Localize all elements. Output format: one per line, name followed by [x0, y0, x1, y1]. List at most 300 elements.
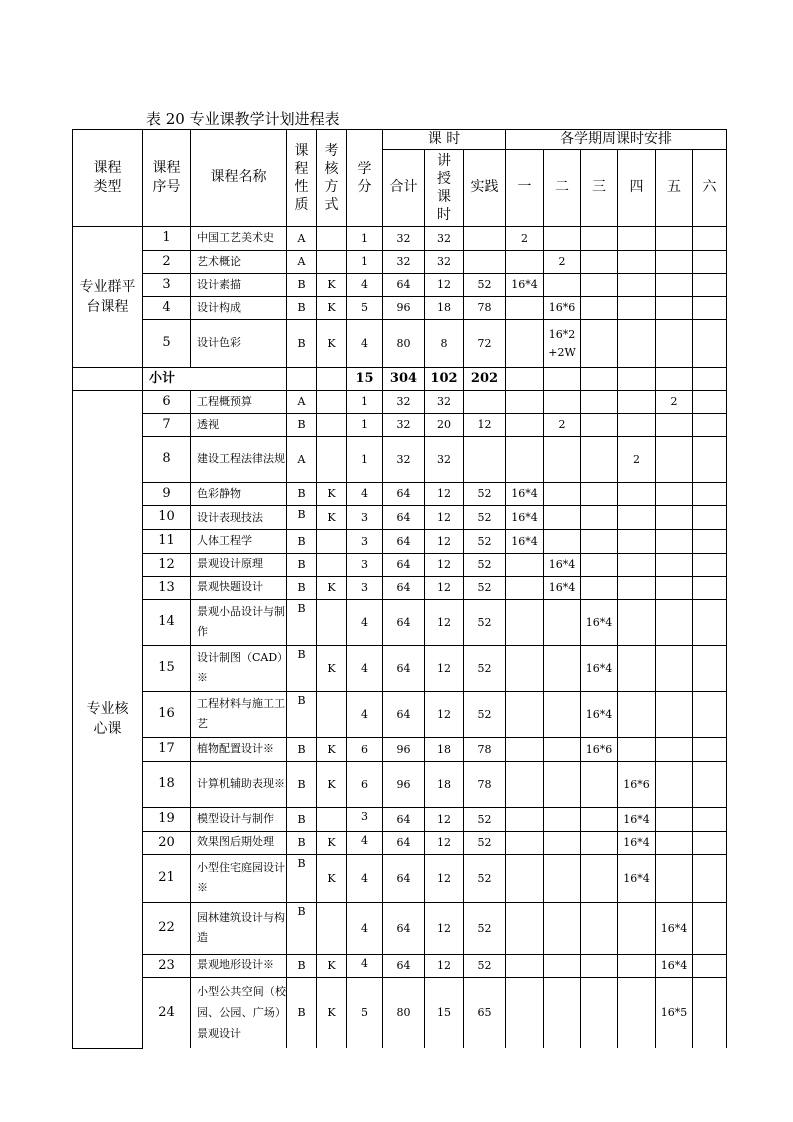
- cell-s3: [581, 297, 618, 320]
- cell-practice: 52: [464, 854, 506, 902]
- cell-nature: B: [287, 506, 317, 530]
- cell-name: 设计表现技法: [191, 506, 287, 530]
- cell-name: 透视: [191, 414, 287, 437]
- cell-s3: [581, 320, 618, 368]
- cell-name: 建设工程法律法规: [191, 437, 287, 483]
- cell-total: 64: [383, 691, 425, 737]
- cell-lecture: 18: [425, 737, 464, 761]
- cell-s5: 16*4: [656, 954, 693, 977]
- cell-lecture: 8: [425, 320, 464, 368]
- cell-nature: B: [287, 902, 317, 954]
- cell-s4: [618, 902, 656, 954]
- cell-credit: 1: [347, 251, 383, 274]
- cell-s1: [506, 761, 544, 807]
- cell-s2-text: 16*2+2W: [548, 327, 576, 359]
- subtotal-practice: 202: [464, 368, 506, 391]
- cell-total: 96: [383, 761, 425, 807]
- table-row: [73, 576, 727, 599]
- table-row: [73, 251, 727, 274]
- cell-s3: [581, 807, 618, 831]
- header-credit: [347, 130, 383, 227]
- table-row: [73, 506, 727, 530]
- cell-name: 人体工程学: [191, 529, 287, 553]
- cell-credit: 4: [347, 831, 383, 854]
- subtotal-lecture: 102: [425, 368, 464, 391]
- cell-nature: A: [287, 251, 317, 274]
- cell-no: 4: [143, 297, 191, 320]
- cell-nature: B: [287, 274, 317, 297]
- cell-s4: [618, 506, 656, 530]
- cell-practice: 52: [464, 599, 506, 645]
- cell-practice: 52: [464, 645, 506, 691]
- cell-s4: [618, 576, 656, 599]
- cell-exam: [317, 691, 347, 737]
- cell-s1: [506, 831, 544, 854]
- cell-lecture: 12: [425, 831, 464, 854]
- header-course-type: [73, 130, 143, 227]
- table-row: [73, 320, 727, 368]
- cell-total: 32: [383, 227, 425, 251]
- cell-s4: [618, 483, 656, 506]
- cell-name: 工程概预算: [191, 391, 287, 414]
- cell-total: 96: [383, 737, 425, 761]
- cell-practice: 52: [464, 274, 506, 297]
- cell-s6: [693, 954, 727, 977]
- cell-nature: B: [287, 691, 317, 737]
- table-row: [73, 483, 727, 506]
- cell-exam: K: [317, 645, 347, 691]
- cell-s4: [618, 737, 656, 761]
- table-row: [73, 902, 727, 954]
- table-row: [73, 691, 727, 737]
- cell-s3: 16*4: [581, 645, 618, 691]
- table-row: [73, 599, 727, 645]
- cell-nature: B: [287, 854, 317, 902]
- cell-s2: [544, 854, 581, 902]
- cell-s5: [656, 576, 693, 599]
- cell-nature: B: [287, 807, 317, 831]
- cell-s4: [618, 320, 656, 368]
- cell-s6: [693, 977, 727, 1048]
- cell-s4: [618, 414, 656, 437]
- cell-nature: A: [287, 391, 317, 414]
- cell-exam: K: [317, 954, 347, 977]
- cell-s6: [693, 854, 727, 902]
- cell-no: 17: [143, 737, 191, 761]
- cell-nature: B: [287, 831, 317, 854]
- cell-name: 园林建筑设计与构造: [191, 902, 287, 954]
- header-semester-2: 二: [544, 150, 581, 227]
- cell-s5: [656, 414, 693, 437]
- cell-s5: 16*4: [656, 902, 693, 954]
- cell-nature: B: [287, 599, 317, 645]
- cell-total: 96: [383, 297, 425, 320]
- table-row: [73, 645, 727, 691]
- cell-practice: [464, 437, 506, 483]
- cell-credit: 1: [347, 227, 383, 251]
- cell-name: 艺术概论: [191, 251, 287, 274]
- cell-credit: 3: [347, 807, 383, 831]
- cell-name: 色彩静物: [191, 483, 287, 506]
- table-row: [73, 553, 727, 576]
- cell-s1: 16*4: [506, 483, 544, 506]
- cell-exam: K: [317, 297, 347, 320]
- cell-s3: [581, 529, 618, 553]
- cell-name: 设计素描: [191, 274, 287, 297]
- cell-credit: 4: [347, 954, 383, 977]
- cell-practice: 52: [464, 506, 506, 530]
- cell-s2: 16*4: [544, 576, 581, 599]
- cell-s3: [581, 761, 618, 807]
- cell-s2: [544, 645, 581, 691]
- cell-s6: [693, 391, 727, 414]
- cell-s5: [656, 251, 693, 274]
- cell-s5: [656, 368, 693, 391]
- group-core-text: 专业核心课: [86, 701, 129, 738]
- cell-s1: [506, 391, 544, 414]
- cell-exam: [317, 529, 347, 553]
- header-practice: 实践: [464, 150, 506, 227]
- group-platform-text: 专业群平台课程: [79, 278, 136, 315]
- cell-practice: 78: [464, 297, 506, 320]
- table-row: [73, 954, 727, 977]
- cell-nature: A: [287, 227, 317, 251]
- cell-s2: [544, 807, 581, 831]
- cell-total: 64: [383, 902, 425, 954]
- cell-name: 设计构成: [191, 297, 287, 320]
- cell-name: 景观小品设计与制作: [191, 599, 287, 645]
- cell-no: 12: [143, 553, 191, 576]
- cell-exam: [317, 807, 347, 831]
- cell-s6: [693, 902, 727, 954]
- cell-lecture: 12: [425, 553, 464, 576]
- cell-s3: [581, 274, 618, 297]
- table-row: [73, 274, 727, 297]
- cell-s6: [693, 691, 727, 737]
- cell-s5: [656, 645, 693, 691]
- header-semester-1: 一: [506, 150, 544, 227]
- cell-s5: [656, 506, 693, 530]
- cell-no: 7: [143, 414, 191, 437]
- cell-s3: [581, 227, 618, 251]
- cell-practice: 52: [464, 576, 506, 599]
- cell-s2: [544, 977, 581, 1048]
- cell-s4: [618, 599, 656, 645]
- cell-no: 3: [143, 274, 191, 297]
- cell-no: 5: [143, 320, 191, 368]
- cell-s4: [618, 391, 656, 414]
- header-semester-3: 三: [581, 150, 618, 227]
- cell-s4: [618, 645, 656, 691]
- cell-s4: [618, 251, 656, 274]
- cell-s4: [618, 368, 656, 391]
- cell-name: 设计色彩: [191, 320, 287, 368]
- header-course-no: [143, 130, 191, 227]
- cell-s2: [544, 954, 581, 977]
- cell-s3: [581, 483, 618, 506]
- cell-lecture: 12: [425, 599, 464, 645]
- cell-total: 64: [383, 274, 425, 297]
- cell-practice: [464, 227, 506, 251]
- cell-s6: [693, 737, 727, 761]
- cell-s6: [693, 437, 727, 483]
- cell-no: 21: [143, 854, 191, 902]
- header-lecture-text: 讲授课时: [437, 152, 451, 224]
- cell-name: 中国工艺美术史: [191, 227, 287, 251]
- cell-nature: B: [287, 977, 317, 1048]
- cell-name: 计算机辅助表现※: [191, 761, 287, 807]
- cell-no: 13: [143, 576, 191, 599]
- cell-s6: [693, 297, 727, 320]
- cell-lecture: 12: [425, 506, 464, 530]
- cell-s1: [506, 902, 544, 954]
- cell-lecture: 12: [425, 807, 464, 831]
- cell-s6: [693, 483, 727, 506]
- cell-credit: 6: [347, 737, 383, 761]
- cell-exam: [317, 227, 347, 251]
- cell-s3: [581, 251, 618, 274]
- cell-lecture: 12: [425, 902, 464, 954]
- table-row: [73, 737, 727, 761]
- cell-no: 8: [143, 437, 191, 483]
- header-schedule: 各学期周课时安排: [506, 130, 727, 150]
- cell-exam: K: [317, 761, 347, 807]
- cell-no: 15: [143, 645, 191, 691]
- cell-s2: 2: [544, 414, 581, 437]
- cell-s6: [693, 506, 727, 530]
- cell-total: 64: [383, 807, 425, 831]
- cell-total: 64: [383, 506, 425, 530]
- group-platform: [73, 227, 143, 368]
- cell-exam: K: [317, 854, 347, 902]
- cell-s3: [581, 902, 618, 954]
- cell-lecture: 20: [425, 414, 464, 437]
- cell-s2: [544, 902, 581, 954]
- cell-s1: [506, 320, 544, 368]
- cell-total: 64: [383, 854, 425, 902]
- cell-s1: 16*4: [506, 506, 544, 530]
- cell-practice: 52: [464, 831, 506, 854]
- cell-name: 小型公共空间（校园、公园、广场）景观设计: [191, 977, 287, 1048]
- cell-name: 工程材料与施工工艺: [191, 691, 287, 737]
- cell-practice: 12: [464, 414, 506, 437]
- cell-s3: 16*4: [581, 599, 618, 645]
- cell-credit: 1: [347, 414, 383, 437]
- cell-name: 植物配置设计※: [191, 737, 287, 761]
- cell-lecture: 12: [425, 274, 464, 297]
- cell-s6: [693, 599, 727, 645]
- cell-credit: 4: [347, 645, 383, 691]
- cell-nature: B: [287, 320, 317, 368]
- cell-no: 23: [143, 954, 191, 977]
- cell-s6: [693, 761, 727, 807]
- cell-s3: [581, 391, 618, 414]
- cell-s5: 16*5: [656, 977, 693, 1048]
- cell-exam: K: [317, 506, 347, 530]
- cell-s2: 2: [544, 251, 581, 274]
- cell-s2: [544, 227, 581, 251]
- cell-credit: 6: [347, 761, 383, 807]
- table-row: [73, 807, 727, 831]
- cell-s3: [581, 553, 618, 576]
- cell-s1: 2: [506, 227, 544, 251]
- table-row: [73, 391, 727, 414]
- cell-lecture: 15: [425, 977, 464, 1048]
- cell-s5: [656, 599, 693, 645]
- cell-s1: 16*4: [506, 529, 544, 553]
- cell-practice: [464, 391, 506, 414]
- cell-nature: B: [287, 553, 317, 576]
- cell-credit: 4: [347, 854, 383, 902]
- cell-exam: K: [317, 831, 347, 854]
- cell-s3: [581, 854, 618, 902]
- cell-s4: 16*4: [618, 807, 656, 831]
- cell-s1: [506, 954, 544, 977]
- cell-total: 64: [383, 529, 425, 553]
- table-row: [73, 854, 727, 902]
- cell-s3: [581, 506, 618, 530]
- cell-s2: [544, 483, 581, 506]
- subtotal-nature: [287, 368, 317, 391]
- cell-nature: B: [287, 761, 317, 807]
- cell-nature: B: [287, 737, 317, 761]
- cell-s3: 16*4: [581, 691, 618, 737]
- cell-lecture: 32: [425, 437, 464, 483]
- cell-s1: [506, 437, 544, 483]
- cell-total: 80: [383, 977, 425, 1048]
- cell-total: 64: [383, 553, 425, 576]
- cell-lecture: 18: [425, 761, 464, 807]
- cell-s6: [693, 807, 727, 831]
- cell-s3: [581, 368, 618, 391]
- cell-s1: [506, 297, 544, 320]
- cell-lecture: 32: [425, 251, 464, 274]
- cell-practice: 65: [464, 977, 506, 1048]
- curriculum-table: [72, 129, 727, 1049]
- cell-practice: 52: [464, 954, 506, 977]
- cell-s1: [506, 691, 544, 737]
- cell-s6: [693, 645, 727, 691]
- cell-no: 6: [143, 391, 191, 414]
- table-row: [73, 297, 727, 320]
- cell-s1: [506, 576, 544, 599]
- table-body: [73, 227, 727, 1049]
- cell-no: 10: [143, 506, 191, 530]
- cell-s5: [656, 483, 693, 506]
- cell-total: 64: [383, 483, 425, 506]
- cell-s1: [506, 368, 544, 391]
- cell-s2: [544, 691, 581, 737]
- cell-lecture: 12: [425, 529, 464, 553]
- header-semester-6: 六: [693, 150, 727, 227]
- cell-s5: [656, 227, 693, 251]
- cell-s1: [506, 737, 544, 761]
- table-row: [73, 529, 727, 553]
- cell-s4: 16*4: [618, 854, 656, 902]
- table-row: [73, 414, 727, 437]
- cell-lecture: 12: [425, 954, 464, 977]
- cell-s6: [693, 414, 727, 437]
- cell-name: 景观地形设计※: [191, 954, 287, 977]
- cell-practice: 52: [464, 902, 506, 954]
- cell-credit: 5: [347, 297, 383, 320]
- cell-s5: [656, 761, 693, 807]
- cell-s1: [506, 977, 544, 1048]
- cell-lecture: 12: [425, 576, 464, 599]
- cell-s1: [506, 599, 544, 645]
- cell-s3: [581, 831, 618, 854]
- subtotal-row: [73, 368, 727, 391]
- cell-s1: [506, 854, 544, 902]
- cell-exam: [317, 391, 347, 414]
- cell-credit: 1: [347, 391, 383, 414]
- cell-total: 64: [383, 576, 425, 599]
- cell-s5: [656, 529, 693, 553]
- cell-practice: 72: [464, 320, 506, 368]
- cell-lecture: 32: [425, 227, 464, 251]
- cell-lecture: 12: [425, 854, 464, 902]
- cell-s4: [618, 274, 656, 297]
- cell-s6: [693, 368, 727, 391]
- cell-lecture: 18: [425, 297, 464, 320]
- cell-s2: [544, 506, 581, 530]
- cell-credit: 3: [347, 506, 383, 530]
- cell-s5: [656, 691, 693, 737]
- header-course-name: 课程名称: [191, 130, 287, 227]
- cell-s6: [693, 553, 727, 576]
- cell-nature: A: [287, 437, 317, 483]
- cell-credit: 1: [347, 437, 383, 483]
- cell-s4: [618, 553, 656, 576]
- cell-exam: [317, 902, 347, 954]
- cell-practice: 52: [464, 691, 506, 737]
- cell-lecture: 12: [425, 691, 464, 737]
- cell-nature: B: [287, 483, 317, 506]
- cell-no: 2: [143, 251, 191, 274]
- cell-exam: [317, 437, 347, 483]
- cell-s2: [544, 437, 581, 483]
- cell-s3: [581, 414, 618, 437]
- cell-lecture: 12: [425, 483, 464, 506]
- cell-s1: [506, 645, 544, 691]
- cell-s2: [544, 529, 581, 553]
- cell-no: 22: [143, 902, 191, 954]
- table-caption: 表 20 专业课教学计划进程表: [146, 110, 340, 128]
- cell-exam: [317, 599, 347, 645]
- group-core: [73, 391, 143, 1049]
- cell-nature: B: [287, 645, 317, 691]
- cell-credit: 4: [347, 274, 383, 297]
- header-nature: [287, 130, 317, 227]
- cell-s6: [693, 320, 727, 368]
- cell-name: 景观设计原理: [191, 553, 287, 576]
- cell-credit: 4: [347, 691, 383, 737]
- cell-lecture: 32: [425, 391, 464, 414]
- cell-s1: 16*4: [506, 274, 544, 297]
- cell-s1: [506, 553, 544, 576]
- cell-s1: [506, 414, 544, 437]
- subtotal-credit: 15: [347, 368, 383, 391]
- cell-total: 64: [383, 831, 425, 854]
- cell-name: 小型住宅庭园设计※: [191, 854, 287, 902]
- cell-total: 64: [383, 954, 425, 977]
- cell-no: 1: [143, 227, 191, 251]
- cell-s6: [693, 251, 727, 274]
- cell-nature: B: [287, 529, 317, 553]
- cell-s3: [581, 576, 618, 599]
- cell-exam: K: [317, 274, 347, 297]
- cell-credit: 3: [347, 576, 383, 599]
